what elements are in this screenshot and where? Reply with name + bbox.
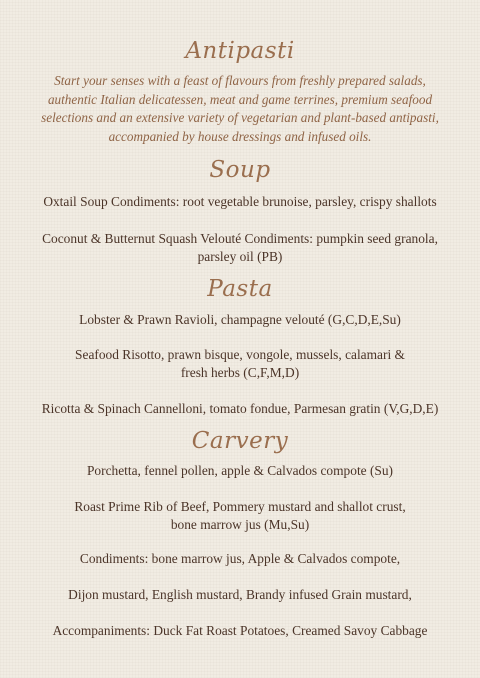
soup-heading: Soup	[209, 157, 271, 183]
carvery-condiments-line-1: Condiments: bone marrow jus, Apple & Calvados compote,	[79, 551, 401, 566]
pasta-item-risotto: Seafood Risotto, prawn bisque, vongole, mussels, calamari & fresh herbs (C,F,M,D)	[75, 347, 405, 380]
carvery-accompaniments: Accompaniments: Duck Fat Roast Potatoes, Creamed Savoy Cabbage	[52, 623, 428, 638]
soup-item-oxtail: Oxtail Soup Condiments: root vegetable brunoise, parsley, crispy shallots	[43, 194, 437, 209]
carvery-condiments-line-2: Dijon mustard, English mustard, Brandy infused Grain mustard,	[68, 587, 412, 602]
antipasti-heading: Antipasti	[185, 38, 295, 64]
pasta-heading: Pasta	[207, 276, 273, 302]
pasta-item-cannelloni: Ricotta & Spinach Cannelloni, tomato fondue, Parmesan gratin (V,G,D,E)	[41, 401, 439, 416]
carvery-item-prime-rib: Roast Prime Rib of Beef, Pommery mustard and shallot crust, bone marrow jus (Mu,Su)	[74, 499, 406, 532]
antipasti-description: Start your senses with a feast of flavours from freshly prepared salads, authentic Italian delicatessen, meat and game terrines, premium seafood selections and an extensive variety of vegetarian and plant-based antipasti, accompanied by house dressings and infused oils.	[41, 73, 439, 144]
carvery-item-porchetta: Porchetta, fennel pollen, apple & Calvados compote (Su)	[86, 463, 394, 478]
soup-item-coconut-squash: Coconut & Butternut Squash Velouté Condiments: pumpkin seed granola, parsley oil (PB)	[42, 231, 438, 264]
pasta-item-ravioli: Lobster & Prawn Ravioli, champagne velouté (G,C,D,E,Su)	[79, 312, 401, 327]
carvery-heading: Carvery	[191, 428, 289, 454]
